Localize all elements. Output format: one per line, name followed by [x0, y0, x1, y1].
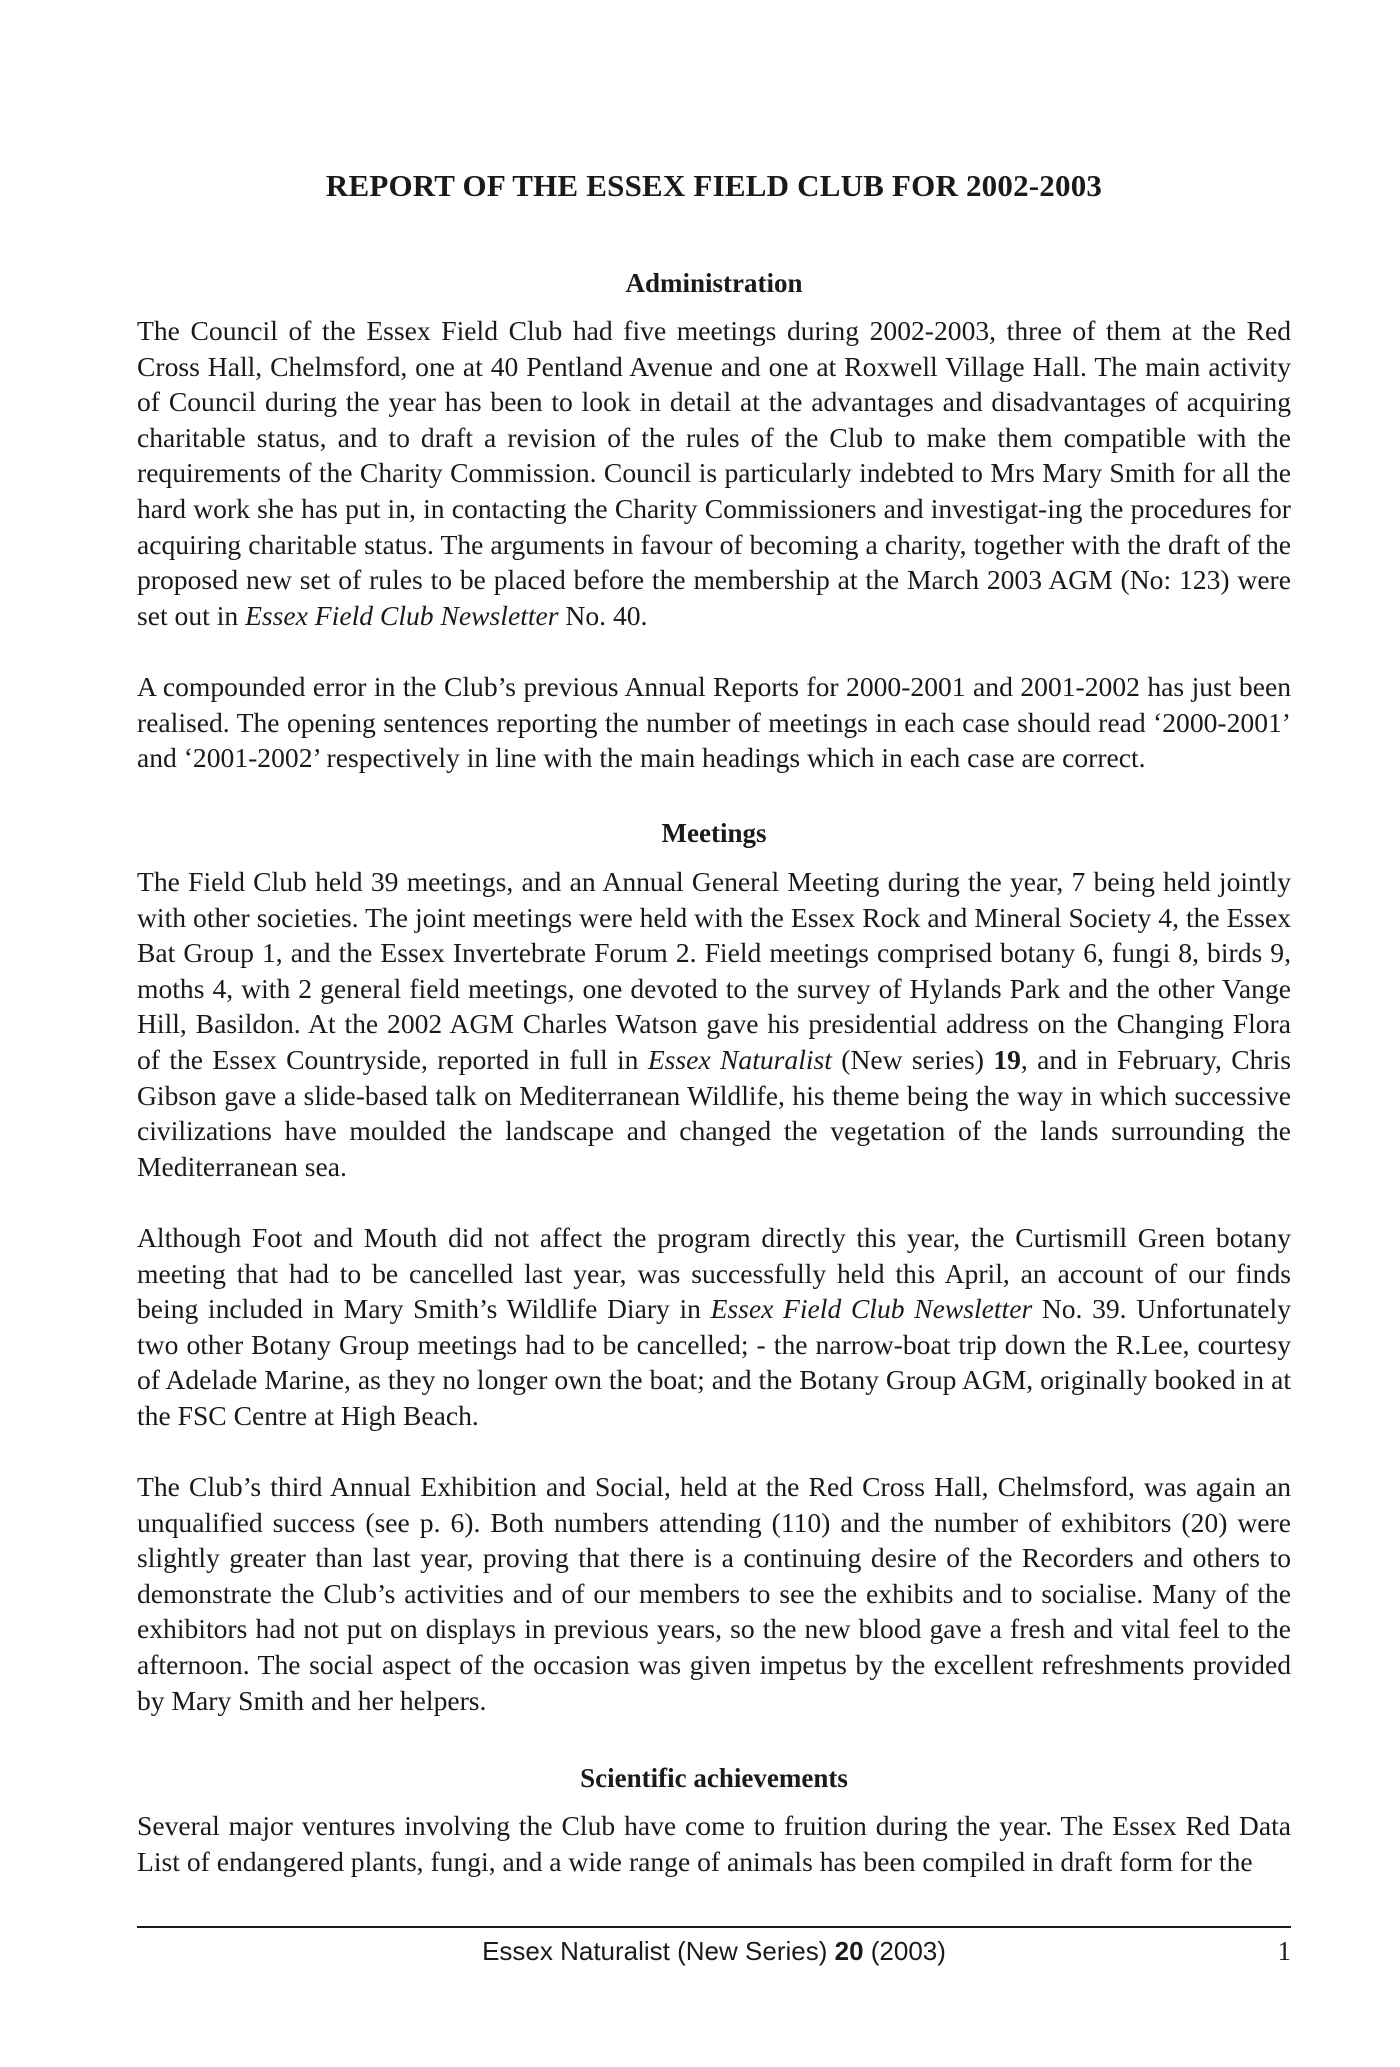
text-run: (New series)	[831, 1043, 994, 1075]
report-title: REPORT OF THE ESSEX FIELD CLUB FOR 2002-2003	[325, 168, 1103, 203]
page-number: 1	[1277, 1936, 1291, 1966]
paragraph-meetings-2	[137, 1220, 1291, 1434]
paragraph-scientific-1	[137, 1808, 1291, 1879]
text-run: Several major ventures involving the Club have come to fruition during the year. The Essex Red Data List of endangered plants, fungi, and a wide range of animals has been compiled in draft form for the	[137, 1810, 1291, 1877]
paragraph-meetings-1	[137, 864, 1291, 1184]
footer-volume: 20	[834, 1936, 864, 1966]
section-heading-scientific-achievements: Scientific achievements	[580, 1763, 848, 1793]
italic-run: Essex Field Club Newsletter	[710, 1293, 1033, 1325]
text-run: Although Foot and Mouth did not affect the program directly this year, the Curtismill Green botany meeting that had to be cancelled last year, was successfully held this April, an account of our finds being included in Mary Smith’s Wildlife Diary in	[137, 1222, 1291, 1325]
text-run: The Club’s third Annual Exhibition and Social, held at the Red Cross Hall, Chelmsford, was again an unqualified success (see p. 6). Both numbers attending (110) and the number of exhibitors (20) were slightly greater than last year, proving that there is a continuing desire of the Recorders and others to demonstrate the Club’s activities and of our members to see the exhibits and to socialise. Many of the exhibitors had not put on displays in previous years, so the new blood gave a fresh and vital feel to the afternoon. The social aspect of the occasion was given impetus by the excellent refreshments provided by Mary Smith and her helpers.	[137, 1471, 1291, 1716]
text-run: No. 39. Unfortunately two other Botany Group meetings had to be cancelled; - the narrow-boat trip down the R.Lee, courtesy of Adelade Marine, as they no longer own the boat; and the Botany Group AGM, originally booked in at the FSC Centre at High Beach.	[137, 1293, 1291, 1431]
paragraph-meetings-3	[137, 1469, 1291, 1718]
paragraph-administration-1	[137, 313, 1291, 633]
footer-year: (2003)	[863, 1936, 946, 1966]
text-run: The Field Club held 39 meetings, and an Annual General Meeting during the year, 7 being held jointly with other societies. The joint meetings were held with the Essex Rock and Mineral Society 4, the Essex Bat Group 1, and the Essex Invertebrate Forum 2. Field meetings comprised botany 6, fungi 8, birds 9, moths 4, with 2 general field meetings, one devoted to the survey of Hylands Park and the other Vange Hill, Basildon. At the 2002 AGM Charles Watson gave his presidential address on the Changing Flora of the Essex Countryside, reported in full in	[137, 866, 1291, 1075]
footer-citation	[137, 1936, 1291, 1967]
bold-run: 19	[993, 1043, 1021, 1075]
footer-rule	[137, 1926, 1291, 1928]
text-run: A compounded error in the Club’s previous Annual Reports for 2000-2001 and 2001-2002 has just been realised. The opening sentences reporting the number of meetings in each case should read ‘2000-2001’ and ‘2001-2002’ respectively in line with the main headings which in each case are correct.	[137, 671, 1291, 774]
section-heading-meetings: Meetings	[661, 818, 767, 848]
text-run: No. 40.	[558, 599, 648, 631]
footer-journal: Essex Naturalist (New Series)	[482, 1936, 835, 1966]
italic-run: Essex Field Club Newsletter	[245, 599, 559, 631]
section-heading-administration: Administration	[625, 268, 803, 298]
text-run: , and in February, Chris Gibson gave a slide-based talk on Mediterranean Wildlife, his theme being the way in which successive civilizations have moulded the landscape and changed the vegetation of the lands surrounding the Mediterranean sea.	[137, 1043, 1292, 1182]
italic-run: Essex Naturalist	[647, 1043, 832, 1075]
paragraph-administration-2	[137, 669, 1291, 776]
text-run: The Council of the Essex Field Club had five meetings during 2002-2003, three of them at the Red Cross Hall, Chelmsford, one at 40 Pentland Avenue and one at Roxwell Village Hall. The main activity of Council during the year has been to look in detail at the advantages and disadvantages of acquiring charitable status, and to draft a revision of the rules of the Club to make them compatible with the requirements of the Charity Commission. Council is particularly indebted to Mrs Mary Smith for all the hard work she has put in, in contacting the Charity Commissioners and investigat-ing the procedures for acquiring charitable status. The arguments in favour of becoming a charity, together with the draft of the proposed new set of rules to be placed before the membership at the March 2003 AGM (No: 123) were set out in	[137, 315, 1291, 631]
